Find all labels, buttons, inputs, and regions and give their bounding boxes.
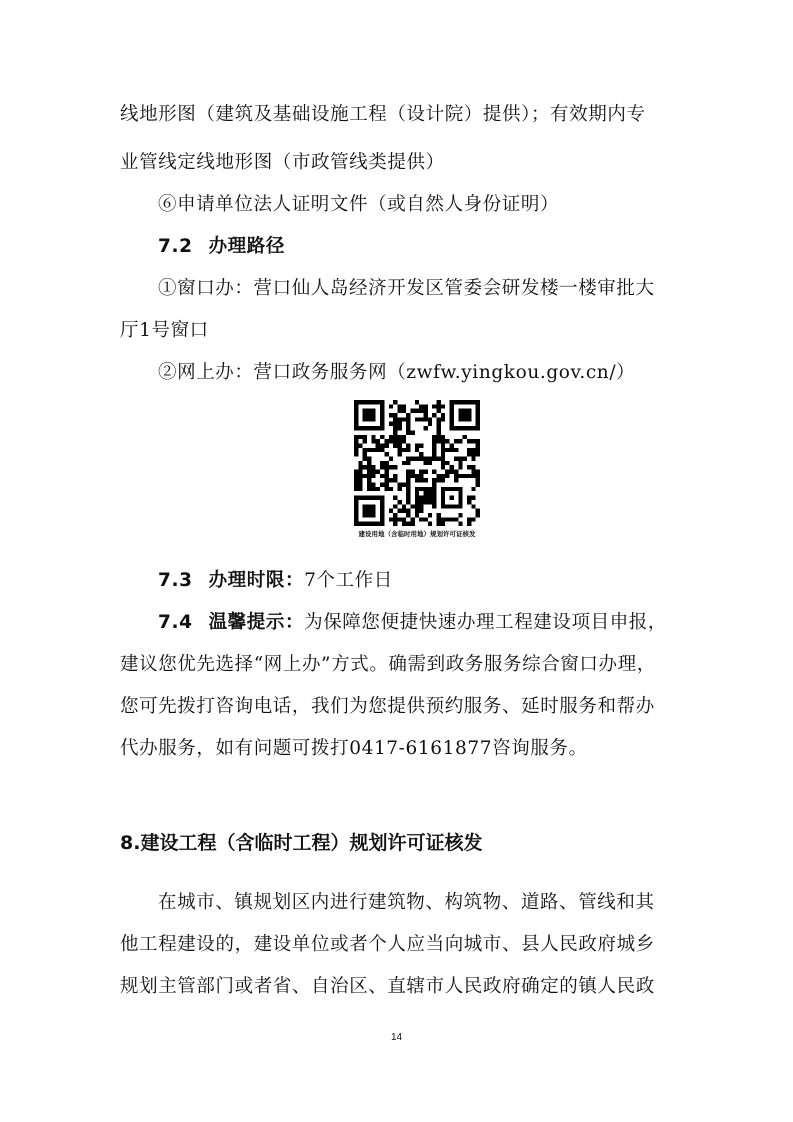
section-heading-7-3 (158, 566, 393, 592)
paragraph-line: 线地形图（建筑及基础设施工程（设计院）提供）；有效期内专 (120, 104, 646, 125)
qr-code-icon[interactable] (354, 400, 480, 526)
paragraph-line: 您可先拨打咨询电话，我们为您提供预约服务、延时服务和帮办 (120, 696, 655, 717)
qr-caption: 建设用地（含临时用地）规划许可证核发 (358, 530, 476, 538)
section-8-title: 8.建设工程（含临时工程）规划许可证核发 (120, 832, 483, 854)
paragraph-line: 他工程建设的，建设单位或者个人应当向城市、县人民政府城乡 (120, 934, 655, 955)
section-heading-7-2 (158, 232, 285, 258)
section-text: 为保障您便捷快速办理工程建设项目申报， (304, 612, 667, 633)
section-number: 7.3 (158, 570, 193, 591)
list-item: ②网上办：营口政务服务网（zwfw.yingkou.gov.cn/） (158, 362, 636, 383)
section-title: 办理路径 (208, 236, 285, 257)
paragraph-line: 规划主管部门或者省、自治区、直辖市人民政府确定的镇人民政 (120, 976, 655, 997)
section-number: 7.2 (158, 236, 193, 257)
section-title: 办理时限： (208, 570, 305, 591)
section-number: 7.4 (158, 612, 193, 633)
qr-code-block (352, 400, 482, 538)
section-text: 7个工作日 (304, 570, 393, 591)
paragraph-line: 代办服务，如有问题可拨打0417-6161877咨询服务。 (120, 738, 588, 759)
section-heading-7-4 (158, 608, 667, 634)
section-title: 温馨提示： (208, 612, 305, 633)
page-number: 14 (390, 1032, 403, 1043)
paragraph-line: 厅1号窗口 (120, 320, 209, 341)
list-item: ①窗口办：营口仙人岛经济开发区管委会研发楼一楼审批大 (158, 278, 655, 299)
list-item: ⑥申请单位法人证明文件（或自然人身份证明） (158, 194, 560, 215)
paragraph-line: 在城市、镇规划区内进行建筑物、构筑物、道路、管线和其 (158, 892, 655, 913)
paragraph-line: 业管线定线地形图（市政管线类提供） (120, 152, 445, 173)
paragraph-line: 建议您优先选择“网上办”方式。确需到政务服务综合窗口办理， (120, 654, 656, 675)
